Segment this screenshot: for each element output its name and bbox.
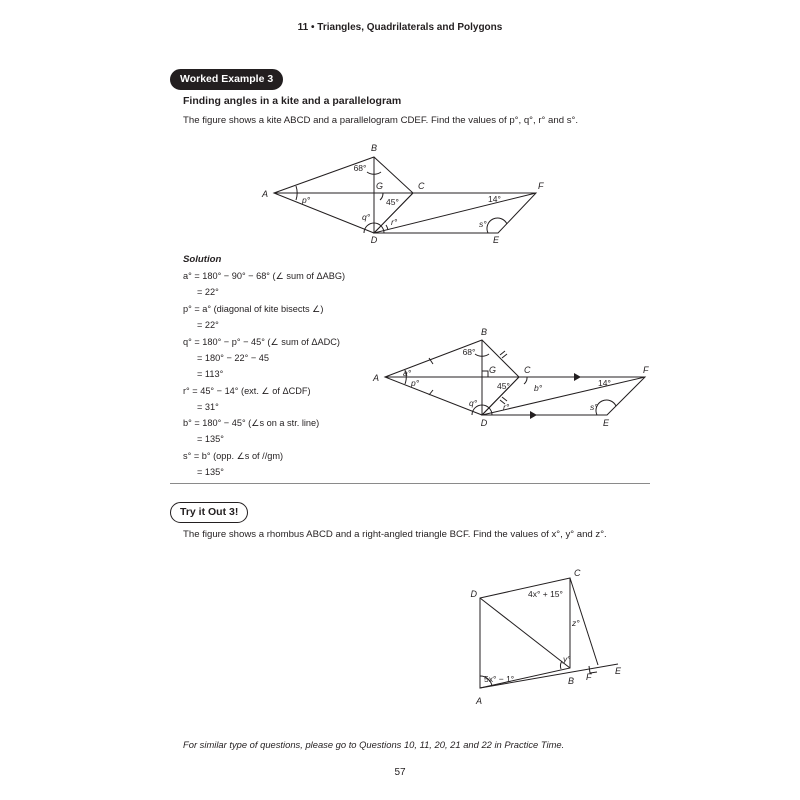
fig3-angle-y: y°: [563, 654, 571, 664]
fig1-angle-g: 45°: [386, 197, 399, 207]
fig3-angle-z: z°: [572, 618, 580, 628]
fig1-label-a: A: [261, 189, 269, 199]
fig2-angle-g: 45°: [497, 381, 510, 391]
fig2-label-e: E: [602, 418, 610, 428]
solution-line: = 180° − 22° − 45: [197, 353, 269, 363]
fig2-arrow-de: [530, 411, 537, 419]
fig2-tick-ad: [429, 390, 433, 395]
fig1-label-b: B: [370, 143, 378, 153]
worked-example-question: The figure shows a kite ABCD and a parallelogram CDEF. Find the values of p°, q°, r° and s°.: [183, 115, 579, 126]
page-number: 57: [394, 767, 406, 778]
fig2-angle-a: a°: [403, 368, 412, 378]
fig1-angle-s: s°: [479, 219, 487, 229]
fig2-angle-f: 14°: [598, 378, 611, 388]
fig1-label-g: G: [376, 181, 384, 191]
fig2-arc-b-exterior: [524, 377, 527, 384]
diagonal-db: [480, 598, 570, 668]
arc-angle-g: [380, 193, 383, 200]
section-divider: [170, 483, 650, 484]
fig2-angle-b-ext: b°: [534, 383, 543, 393]
fig2-label-d: D: [480, 418, 488, 428]
fig2-tick-bc-1: [500, 351, 505, 355]
fig3-angle-a: 5x° − 1°: [484, 674, 515, 684]
solution-line: p° = a° (diagonal of kite bisects ∠): [183, 304, 324, 314]
fig2-right-angle-mark: [482, 371, 488, 377]
try-it-out-question: The figure shows a rhombus ABCD and a right-angled triangle BCF. Find the values of x°, y° and z°.: [183, 529, 607, 540]
fig2-label-a: A: [372, 373, 380, 383]
fig3-label-a: A: [476, 696, 483, 706]
fig1-label-c: C: [418, 181, 425, 191]
fig3-angle-d: 4x° + 15°: [528, 589, 563, 599]
fig1-label-f: F: [538, 181, 544, 191]
solution-line: = 22°: [197, 320, 219, 330]
fig2-arrow-cf: [574, 373, 581, 381]
arc-angle-s: [487, 218, 507, 233]
fig2-angle-b: 68°: [462, 347, 476, 357]
fig2-angle-r: r°: [503, 402, 510, 412]
fig2-angle-s: s°: [590, 402, 598, 412]
solution-line: s° = b° (opp. ∠s of //gm): [183, 451, 284, 461]
arc-angle-y: [560, 661, 562, 669]
solution-line: r° = 45° − 14° (ext. ∠ of ΔCDF): [183, 386, 311, 396]
practice-reference-note: For similar type of questions, please go to Questions 10, 11, 20, 21 and 22 in Practice Time.: [183, 739, 565, 750]
fig3-label-e: E: [615, 666, 622, 676]
fig2-tick-bc-2: [502, 354, 507, 358]
fig1-angle-f: 14°: [488, 194, 501, 204]
page-header: 11 • Triangles, Quadrilaterals and Polygons: [297, 22, 503, 33]
fig2-tick-dc-2: [502, 397, 507, 401]
solution-line: b° = 180° − 45° (∠s on a str. line): [183, 418, 320, 428]
fig2-angle-p: p°: [411, 378, 420, 388]
fig2-label-b: B: [480, 327, 488, 337]
fig1-label-e: E: [492, 235, 500, 245]
solution-line: a° = 180° − 90° − 68° (∠ sum of ΔABG): [183, 271, 346, 281]
fig3-label-c: C: [574, 568, 581, 578]
solution-line: q° = 180° − p° − 45° (∠ sum of ΔADC): [183, 337, 340, 347]
solution-line: = 135°: [197, 467, 224, 477]
fig1-label-d: D: [370, 235, 378, 245]
solution-line: = 135°: [197, 434, 224, 444]
worked-example-title: Finding angles in a kite and a parallelogram: [183, 95, 402, 107]
worked-example-badge: Worked Example 3: [170, 69, 283, 90]
solution-line: = 22°: [197, 287, 219, 297]
fig3-label-b: B: [568, 676, 575, 686]
fig1-angle-r: r°: [391, 217, 398, 227]
fig2-label-f: F: [643, 365, 649, 375]
fig3-label-d: D: [470, 589, 477, 599]
fig2-label-c: C: [524, 365, 531, 375]
fig1-angle-q: q°: [362, 212, 371, 222]
arc-angle-r: [386, 225, 388, 230]
solution-heading: Solution: [183, 254, 222, 265]
fig1-angle-b: 68°: [353, 163, 367, 173]
solution-line: = 113°: [197, 369, 224, 379]
fig2-arc-s: [596, 400, 616, 415]
fig2-label-g: G: [489, 365, 497, 375]
fig3-label-f: F: [586, 672, 592, 682]
solution-line: = 31°: [197, 402, 219, 412]
try-it-out-badge: Try it Out 3!: [170, 502, 248, 523]
fig2-angle-q: q°: [469, 398, 478, 408]
fig1-angle-p: p°: [302, 195, 311, 205]
